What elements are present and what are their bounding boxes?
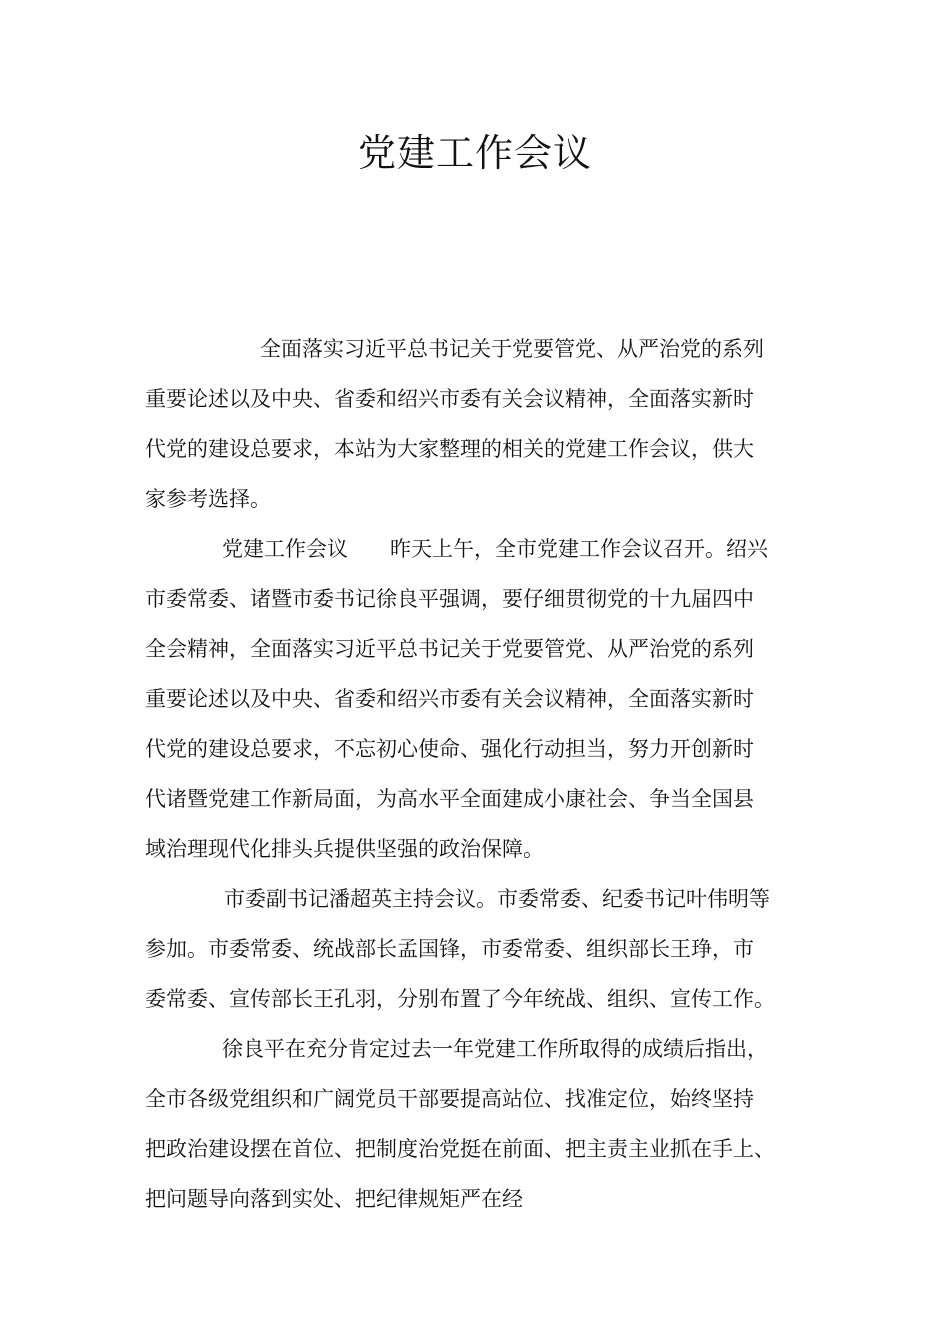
paragraph-line [145,524,825,574]
paragraph-line: 把问题导向落到实处、把纪律规矩严在经 [145,1187,523,1211]
paragraph-line: 市委副书记潘超英主持会议。市委常委、纪委书记叶伟明等 [224,887,770,911]
document-title: 党建工作会议 [357,131,592,175]
paragraph-line: 重要论述以及中央、省委和绍兴市委有关会议精神，全面落实新时 [145,687,754,711]
paragraph-line: 市委常委、诸暨市委书记徐良平强调，要仔细贯彻党的十九届四中 [145,587,754,611]
paragraph-line: 代党的建设总要求，本站为大家整理的相关的党建工作会议，供大 [145,437,754,461]
paragraph-line: 把政治建设摆在首位、把制度治党挺在前面、把主责主业抓在手上、 [145,1137,775,1161]
document-body [145,324,825,1224]
paragraph-line: 重要论述以及中央、省委和绍兴市委有关会议精神，全面落实新时 [145,387,754,411]
paragraph-text: 昨天上午，全市党建工作会议召开。绍兴 [390,537,768,561]
paragraph-line: 域治理现代化排头兵提供坚强的政治保障。 [145,837,544,861]
paragraph-line: 全会精神，全面落实习近平总书记关于党要管党、从严治党的系列 [145,637,754,661]
paragraph-line: 全市各级党组织和广阔党员干部要提高站位、找准定位，始终坚持 [145,1087,754,1111]
paragraph-line: 参加。市委常委、统战部长孟国锋，市委常委、组织部长王琤，市 [145,937,754,961]
paragraph-line: 徐良平在充分肯定过去一年党建工作所取得的成绩后指出， [222,1037,768,1061]
paragraph-line: 家参考选择。 [145,487,271,511]
section-heading: 党建工作会议 [222,537,348,561]
paragraph-line: 代诸暨党建工作新局面，为高水平全面建成小康社会、争当全国县 [145,787,754,811]
paragraph-line: 委常委、宣传部长王孔羽，分别布置了今年统战、组织、宣传工作。 [145,987,775,1011]
paragraph-line: 全面落实习近平总书记关于党要管党、从严治党的系列 [260,337,764,361]
paragraph-line: 代党的建设总要求，不忘初心使命、强化行动担当，努力开创新时 [145,737,754,761]
